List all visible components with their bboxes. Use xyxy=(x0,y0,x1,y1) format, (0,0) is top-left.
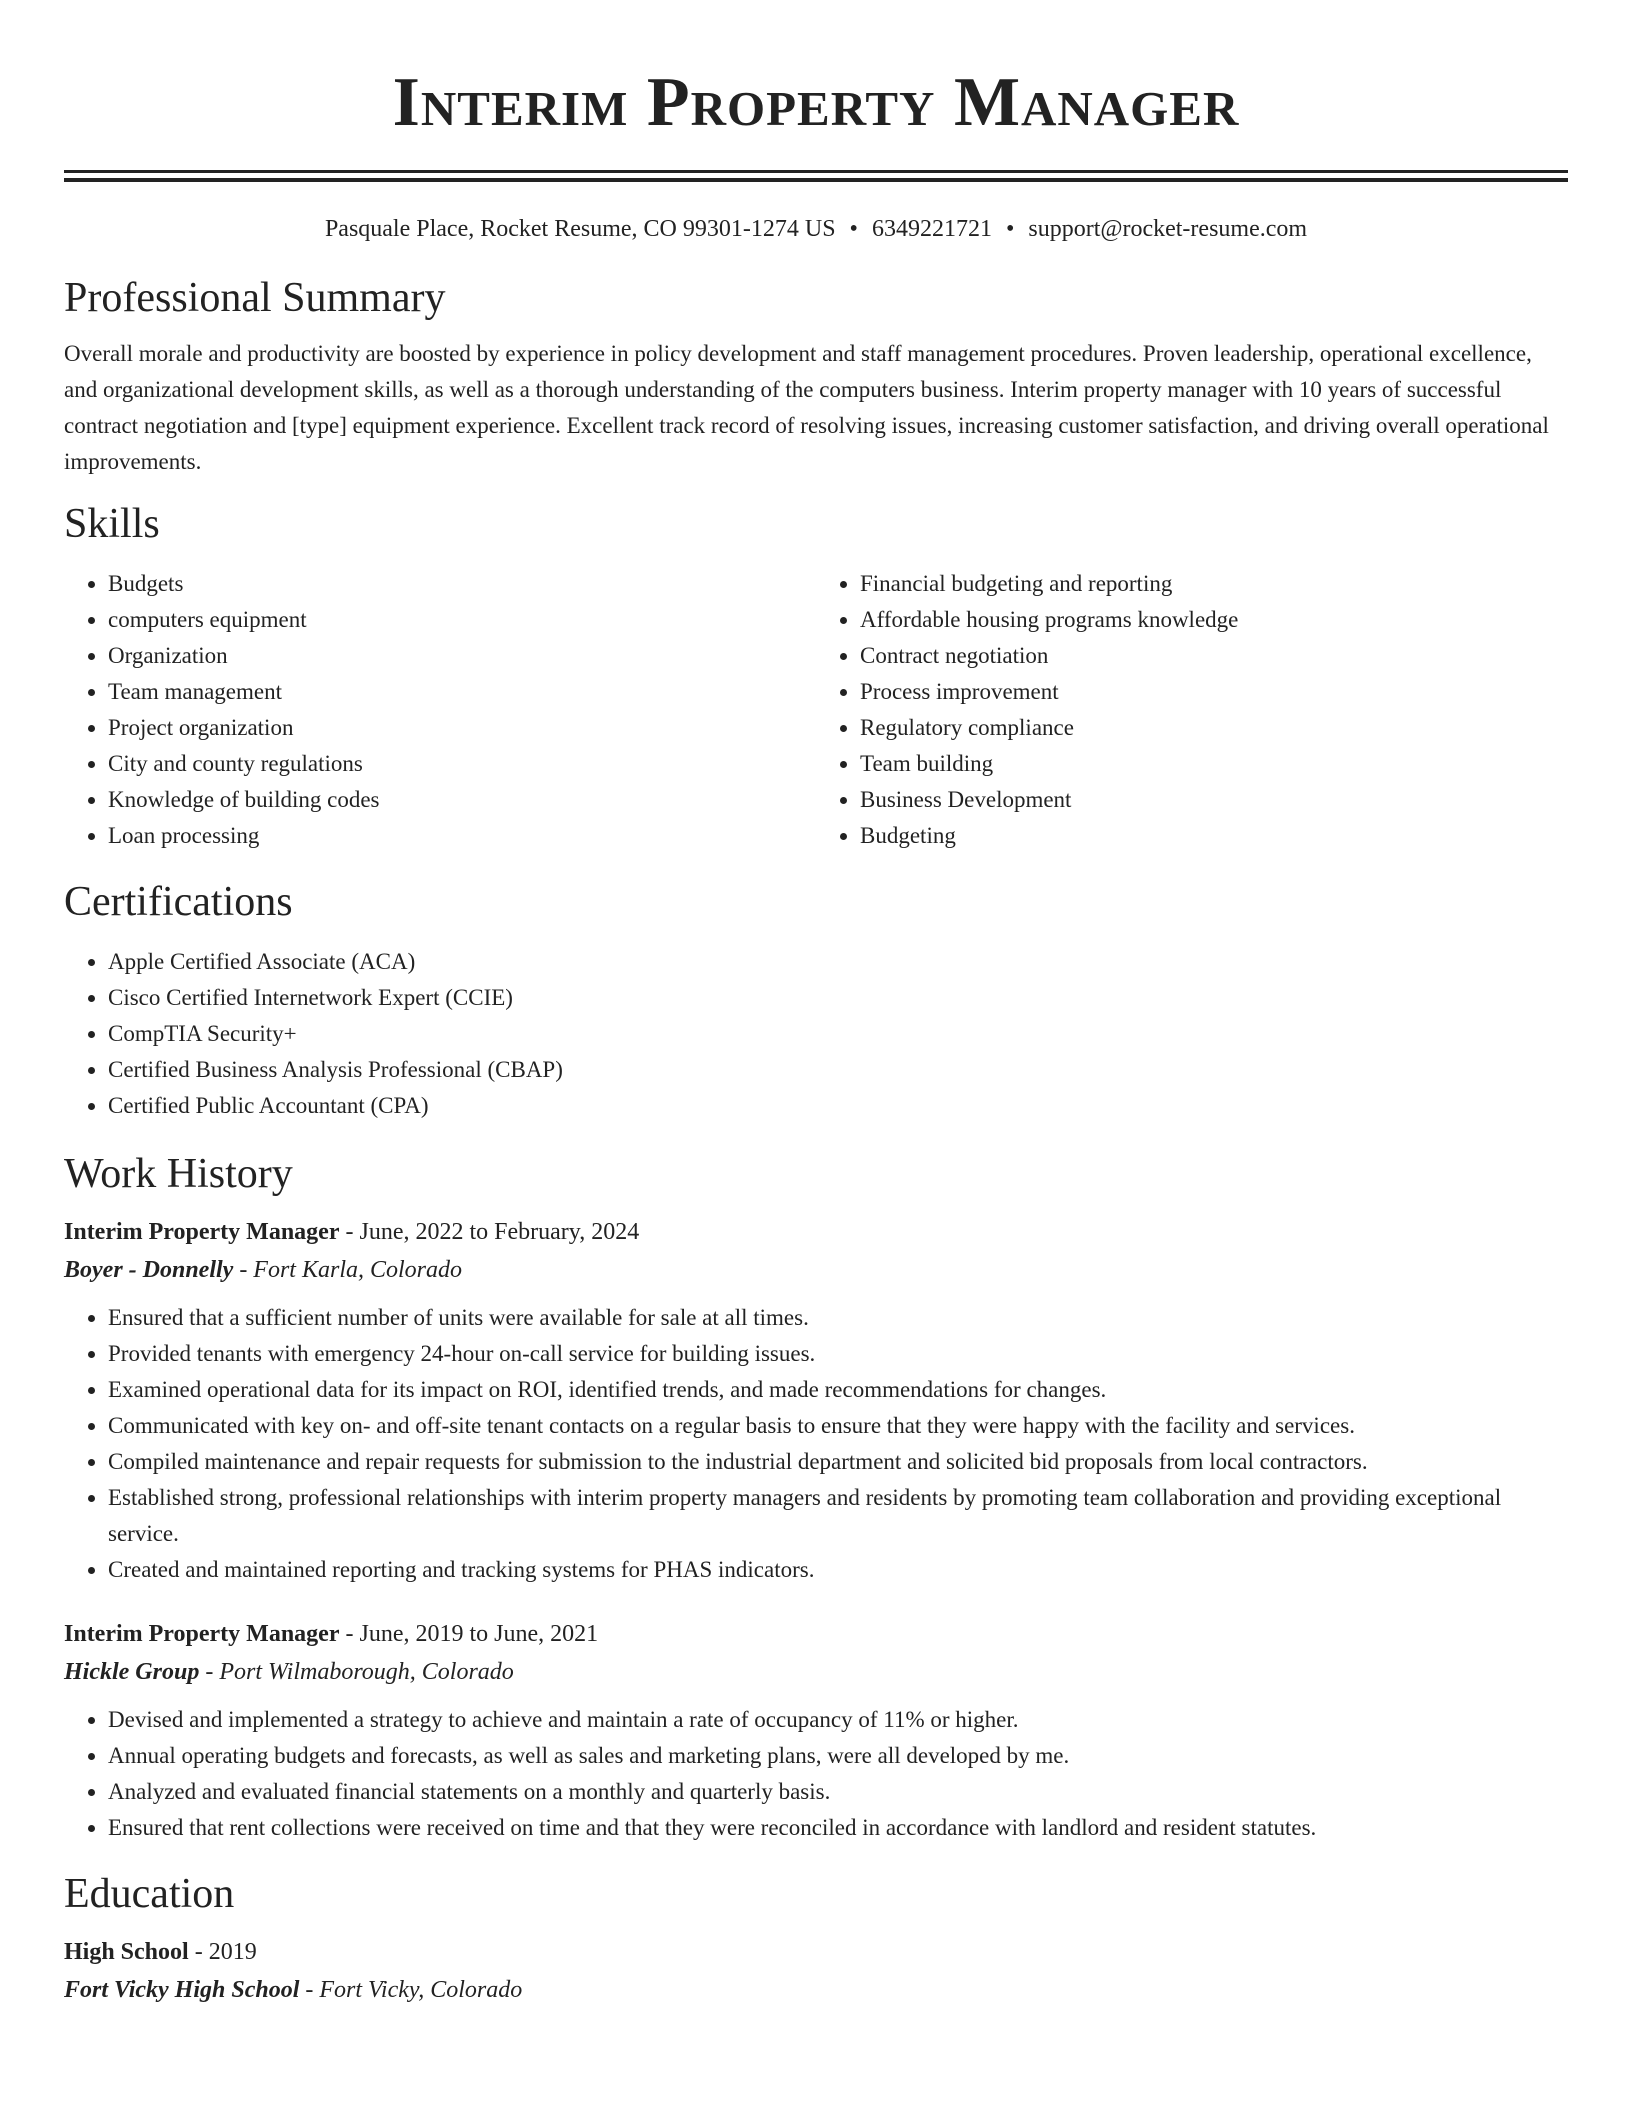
certifications-list xyxy=(64,944,1568,1124)
skills-list-left xyxy=(64,566,816,854)
job-bullet: • Examined operational data for its impact on ROI, identified trends, and made recommendations for changes. xyxy=(108,1372,1568,1408)
job-bullet: • Created and maintained reporting and tracking systems for PHAS indicators. xyxy=(108,1552,1568,1588)
job-bullet: • Communicated with key on- and off-site tenant contacts on a regular basis to ensure that they were happy with the facility and services. xyxy=(108,1408,1568,1444)
job-title: Interim Property Manager xyxy=(64,1219,340,1245)
job-title-line xyxy=(64,1216,1568,1248)
summary-text: Overall morale and productivity are boosted by experience in policy development and staff management procedures. Proven leadership, operational excellence, and organizational development skills, as well as a thorough understanding of the computers business. Interim property manager with 10 years of successful contract negotiation and [type] equipment experience. Excellent track record of resolving issues, increasing customer satisfaction, and driving overall operational improvements. xyxy=(64,341,1549,474)
job-company: Hickle Group xyxy=(64,1659,200,1685)
job-company-line xyxy=(64,1656,1568,1688)
skill-item: • Regulatory compliance xyxy=(860,710,1568,746)
skill-item: • City and county regulations xyxy=(108,746,816,782)
skill-item: • Project organization xyxy=(108,710,816,746)
education-school-line xyxy=(64,1974,1568,2006)
work-history-heading: Work History xyxy=(64,1151,293,1197)
job-bullet: • Provided tenants with emergency 24-hour on-call service for building issues. xyxy=(108,1336,1568,1372)
contact-line xyxy=(64,214,1568,244)
job-entry xyxy=(64,1216,1568,1588)
summary-heading: Professional Summary xyxy=(64,275,446,321)
skills-columns xyxy=(64,566,1568,854)
education-degree-line xyxy=(64,1936,1568,1968)
certification-item: • CompTIA Security+ xyxy=(108,1016,1568,1052)
skill-item: • Budgets xyxy=(108,566,816,602)
education-degree: High School xyxy=(64,1939,189,1965)
title-divider xyxy=(64,170,1568,182)
skill-item: • Team management xyxy=(108,674,816,710)
skill-item: • Loan processing xyxy=(108,818,816,854)
certifications-heading: Certifications xyxy=(64,879,293,925)
job-bullet: • Established strong, professional relationships with interim property managers and residents by promoting team collaboration and providing exceptional service. xyxy=(108,1480,1568,1552)
job-bullets xyxy=(64,1300,1568,1588)
skills-list-right xyxy=(816,566,1568,854)
job-bullet: • Analyzed and evaluated financial statements on a monthly and quarterly basis. xyxy=(108,1774,1568,1810)
education-year: - 2019 xyxy=(188,1939,257,1965)
contact-email: support@rocket-resume.com xyxy=(1028,216,1308,242)
job-location: - Port Wilmaborough, Colorado xyxy=(199,1659,514,1685)
skill-item: • Knowledge of building codes xyxy=(108,782,816,818)
job-company: Boyer - Donnelly xyxy=(64,1257,234,1283)
skill-item: • Contract negotiation xyxy=(860,638,1568,674)
skill-item: • Process improvement xyxy=(860,674,1568,710)
job-dates: - June, 2022 to February, 2024 xyxy=(339,1219,640,1245)
contact-separator: • xyxy=(1005,216,1015,242)
education-location: - Fort Vicky, Colorado xyxy=(299,1977,523,2003)
certification-item: • Cisco Certified Internetwork Expert (CCIE) xyxy=(108,980,1568,1016)
education-school: Fort Vicky High School xyxy=(64,1977,300,2003)
job-title-line xyxy=(64,1618,1568,1650)
contact-separator: • xyxy=(849,216,858,242)
job-bullet: • Annual operating budgets and forecasts, as well as sales and marketing plans, were all developed by me. xyxy=(108,1738,1568,1774)
job-location: - Fort Karla, Colorado xyxy=(233,1257,463,1283)
certification-item: • Certified Public Accountant (CPA) xyxy=(108,1088,1568,1124)
job-bullet: • Devised and implemented a strategy to achieve and maintain a rate of occupancy of 11% or higher. xyxy=(108,1702,1568,1738)
job-bullet: • Ensured that a sufficient number of units were available for sale at all times. xyxy=(108,1300,1568,1336)
skill-item: • Financial budgeting and reporting xyxy=(860,566,1568,602)
skill-item: • Business Development xyxy=(860,782,1568,818)
certification-item: • Certified Business Analysis Professional (CBAP) xyxy=(108,1052,1568,1088)
job-bullet: • Ensured that rent collections were received on time and that they were reconciled in accordance with landlord and resident statutes. xyxy=(108,1810,1568,1846)
job-company-line xyxy=(64,1254,1568,1286)
job-bullet: • Compiled maintenance and repair requests for submission to the industrial department and solicited bid proposals from local contractors. xyxy=(108,1444,1568,1480)
contact-address: Pasquale Place, Rocket Resume, CO 99301-1274 US xyxy=(324,216,836,242)
job-bullets xyxy=(64,1702,1568,1846)
resume-title: Interim Property Manager xyxy=(392,64,1240,141)
skill-item: • Affordable housing programs knowledge xyxy=(860,602,1568,638)
skill-item: • Team building xyxy=(860,746,1568,782)
job-title: Interim Property Manager xyxy=(64,1621,340,1647)
skill-item: • Budgeting xyxy=(860,818,1568,854)
skills-heading: Skills xyxy=(64,501,160,547)
job-entry xyxy=(64,1618,1568,1846)
education-heading: Education xyxy=(64,1871,235,1917)
job-dates: - June, 2019 to June, 2021 xyxy=(339,1621,599,1647)
certification-item: • Apple Certified Associate (ACA) xyxy=(108,944,1568,980)
skill-item: • Organization xyxy=(108,638,816,674)
contact-phone: 6349221721 xyxy=(871,216,992,242)
skill-item: • computers equipment xyxy=(108,602,816,638)
